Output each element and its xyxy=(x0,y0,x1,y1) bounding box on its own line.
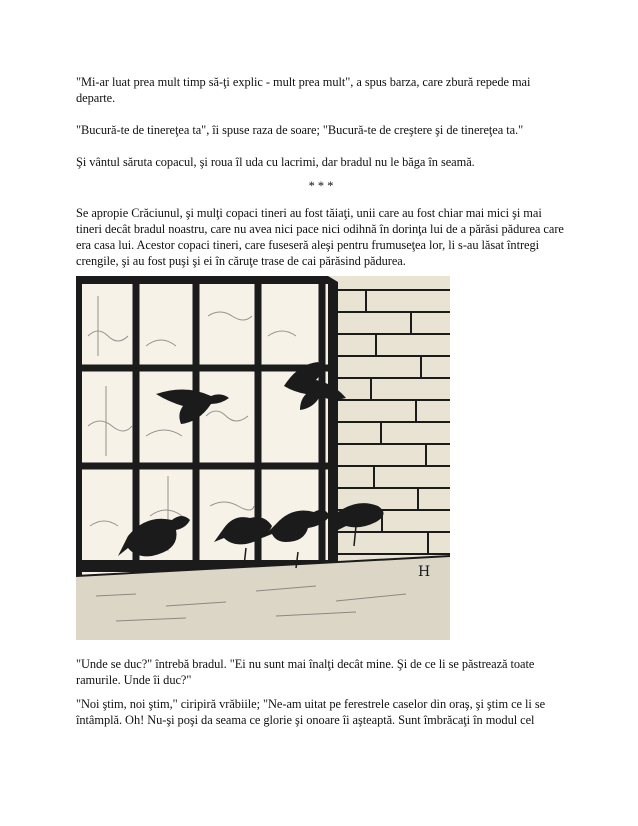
paragraph-sparrows: "Noi ştim, noi ştim," ciripiră vrăbiile; "Ne-am uitat pe ferestrele caselor din oraş, şi ştim ce li se întâmplă. Oh! Nu-şi poşi da seama ce glorie şi onoare îi aşteaptă. Sunt îmbrăcaţi în modul cel xyxy=(76,697,546,727)
paragraph-stork: "Mi-ar luat prea mult timp să-ţi explic - mult prea mult", a spus barza, care zbură repede mai departe. xyxy=(76,75,531,105)
brick-wall xyxy=(328,276,450,576)
paragraph-sunbeam: "Bucură-te de tinereţea ta", îi spuse raza de soare; "Bucură-te de creştere şi de tinereţea ta." xyxy=(76,123,524,137)
section-separator: * * * xyxy=(308,179,334,193)
paragraph-christmas: Se apropie Crăciunul, şi mulţi copaci tineri au fost tăiaţi, unii care au fost chiar mai mici şi mai tineri decât bradul noastru, care nu avea nici pace nici odihnă în dorinţa lui de a părăsi pădurea care era casa lui. Acestor copaci tineri, care fuseseră aleşi pentru frumuseţea lor, li s-au lăsat întregi crengile, şi au fost puşi şi ei în căruţe trase de cai părăsind pădurea. xyxy=(76,206,564,268)
artist-monogram: H xyxy=(418,564,431,580)
paragraph-fir-question: "Unde se duc?" întrebă bradul. "Ei nu sunt mai înalţi decât mine. Şi de ce li se păstrează toate ramurile. Unde îi duc?" xyxy=(76,657,535,687)
illustration-sparrows-window xyxy=(76,276,450,640)
paragraph-wind: Şi vântul săruta copacul, şi roua îl uda cu lacrimi, dar bradul nu le băga în seamă. xyxy=(76,155,475,169)
